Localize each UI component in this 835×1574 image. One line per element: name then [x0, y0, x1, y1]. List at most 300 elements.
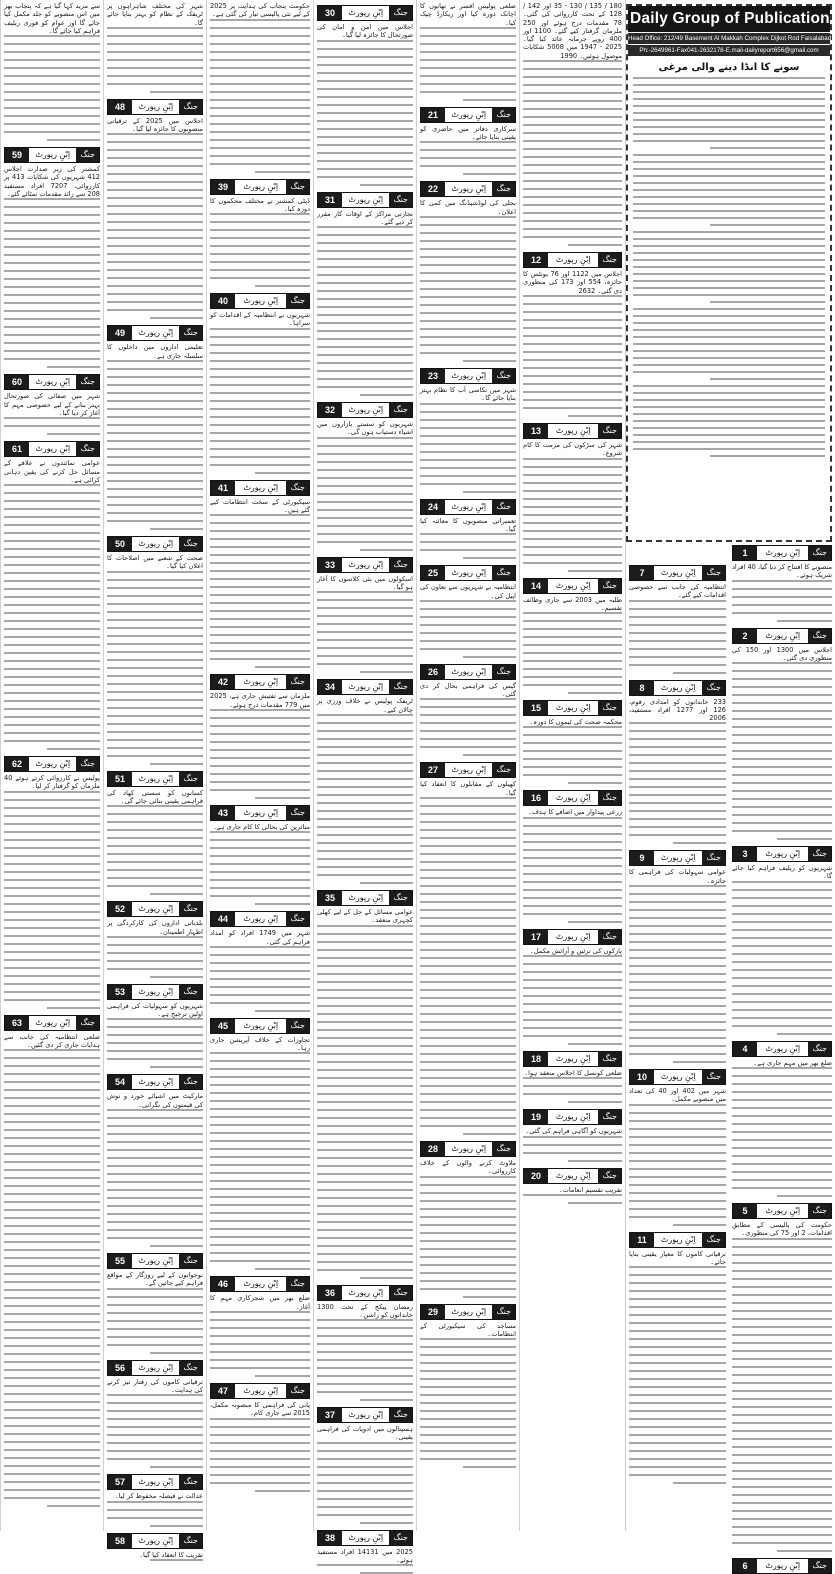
text-line: [633, 259, 825, 261]
text-line: [210, 895, 310, 897]
news-item: [107, 536, 203, 765]
text-line: [420, 1077, 516, 1079]
text-line: [629, 1282, 726, 1284]
item-number: 49: [108, 326, 132, 340]
text-line: [150, 976, 203, 978]
text-line: [420, 336, 516, 338]
text-line: [255, 1375, 310, 1377]
item-tag: جنگ: [389, 558, 412, 572]
item-text-lines: [210, 213, 310, 287]
text-line: [4, 959, 100, 961]
text-line: [107, 1109, 203, 1111]
text-line: [107, 571, 203, 573]
text-line: [523, 881, 622, 883]
item-tag: جنگ: [179, 772, 202, 786]
text-line: [4, 983, 100, 985]
item-label: اِبْنِ رپورٹ: [765, 849, 801, 859]
item-text-lines: [420, 27, 516, 101]
text-line: [710, 147, 825, 149]
item-label: اِبْنِ رپورٹ: [138, 1256, 174, 1266]
item-label: اِبْنِ رپورٹ: [243, 181, 279, 191]
text-line: [317, 1013, 413, 1015]
text-line: [317, 346, 413, 348]
text-line: [210, 163, 310, 165]
text-line: [107, 496, 203, 498]
item-label: اِبْنِ رپورٹ: [660, 1072, 696, 1082]
item-header: [107, 1360, 203, 1376]
text-line: [629, 810, 726, 812]
text-line: [420, 320, 516, 322]
text-line: [210, 448, 310, 450]
item-number: 8: [630, 681, 654, 695]
item-tag: جنگ: [179, 902, 202, 916]
text-line: [732, 604, 832, 606]
column-2: [103, 0, 206, 1559]
text-line: [150, 317, 203, 319]
text-line: [633, 238, 825, 240]
text-line: [420, 483, 516, 485]
text-line: [210, 123, 310, 125]
text-line: [107, 448, 203, 450]
item-tag: جنگ: [389, 1531, 412, 1545]
text-line: [4, 1153, 100, 1155]
news-item: [523, 929, 622, 1045]
item-text-lines: [523, 60, 622, 246]
text-line: [523, 124, 622, 126]
text-line: [420, 1442, 516, 1444]
text-line: [523, 188, 622, 190]
text-line: [317, 258, 413, 260]
text-line: [317, 973, 413, 975]
text-line: [568, 244, 622, 246]
news-item: [732, 1041, 832, 1197]
text-line: [107, 221, 203, 223]
text-line: [210, 522, 310, 524]
text-line: [420, 1216, 516, 1218]
text-line: [732, 1510, 832, 1512]
text-line: [629, 818, 726, 820]
item-text: بلدیاتی اداروں کی کارکردگی پر اظہار اطمینان۔: [107, 919, 203, 936]
text-line: [420, 467, 516, 469]
item-number: 47: [211, 1384, 235, 1398]
text-line: [4, 230, 100, 232]
text-line: [317, 722, 413, 724]
item-header: [317, 557, 413, 573]
text-line: [523, 905, 622, 907]
text-line: [4, 107, 100, 109]
text-line: [107, 1034, 203, 1036]
text-line: [732, 612, 832, 614]
text-line: [420, 1354, 516, 1356]
text-line: [210, 1172, 310, 1174]
news-item: [420, 565, 516, 658]
item-text-lines: [107, 805, 203, 895]
text-line: [4, 644, 100, 646]
text-line: [4, 115, 100, 117]
text-line: [107, 480, 203, 482]
item-header: [420, 181, 516, 197]
text-line: [107, 1058, 203, 1060]
item-label: اِبْنِ رپورٹ: [348, 1410, 384, 1420]
text-line: [732, 1422, 832, 1424]
text-line: [710, 224, 825, 226]
text-line: [4, 1097, 100, 1099]
item-number: 63: [5, 1016, 29, 1030]
text-line: [420, 909, 516, 911]
text-line: [633, 140, 825, 142]
text-line: [4, 310, 100, 312]
text-line: [629, 1346, 726, 1348]
text-line: [4, 580, 100, 582]
text-line: [317, 354, 413, 356]
text-line: [4, 660, 100, 662]
item-text-lines: [4, 35, 100, 141]
text-line: [107, 869, 203, 871]
text-line: [420, 797, 516, 799]
text-line: [107, 675, 203, 677]
text-line: [732, 1083, 832, 1085]
text-line: [732, 1366, 832, 1368]
text-line: [633, 448, 825, 450]
text-line: [4, 35, 100, 37]
item-header: [4, 374, 100, 390]
news-item: [523, 423, 622, 572]
text-line: [4, 1425, 100, 1427]
text-line: [360, 1522, 413, 1524]
text-line: [4, 911, 100, 913]
text-line: [523, 399, 622, 401]
text-line: [4, 334, 100, 336]
text-line: [4, 1049, 100, 1051]
item-header: [523, 929, 622, 945]
masthead-article-lines: [628, 77, 830, 457]
text-line: [523, 343, 622, 345]
text-line: [633, 231, 825, 233]
text-line: [107, 75, 203, 77]
item-number: 13: [524, 424, 548, 438]
text-line: [629, 794, 726, 796]
item-number: 29: [421, 1305, 445, 1319]
item-header: [4, 147, 100, 163]
text-line: [107, 1434, 203, 1436]
text-line: [210, 1466, 310, 1468]
text-line: [629, 1322, 726, 1324]
text-line: [732, 1542, 832, 1544]
text-line: [317, 541, 413, 543]
item-header: [107, 99, 203, 115]
text-line: [210, 360, 310, 362]
text-line: [523, 148, 622, 150]
text-line: [317, 461, 413, 463]
text-line: [523, 458, 622, 460]
text-line: [210, 67, 310, 69]
text-line: [4, 1345, 100, 1347]
text-line: [4, 1481, 100, 1483]
text-line: [629, 1354, 726, 1356]
text-line: [629, 738, 726, 740]
text-line: [317, 485, 413, 487]
text-line: [4, 508, 100, 510]
text-line: [673, 1482, 726, 1484]
item-text: نوجوانوں کے لیے روزگار کے مواقع فراہم کیے جائیں گے۔: [107, 1271, 203, 1288]
news-item: [4, 441, 100, 750]
text-line: [420, 1208, 516, 1210]
text-line: [523, 76, 622, 78]
text-line: [420, 216, 516, 218]
text-line: [732, 1414, 832, 1416]
text-line: [568, 570, 622, 572]
text-line: [629, 1045, 726, 1047]
text-line: [107, 747, 203, 749]
item-tag: جنگ: [179, 537, 202, 551]
text-line: [629, 730, 726, 732]
news-item: [420, 107, 516, 176]
item-label: اِبْنِ رپورٹ: [138, 1535, 174, 1545]
text-line: [210, 1060, 310, 1062]
text-line: [107, 952, 203, 954]
text-line: [47, 433, 100, 435]
text-line: [732, 1254, 832, 1256]
text-line: [732, 1115, 832, 1117]
text-line: [107, 368, 203, 370]
text-line: [420, 893, 516, 895]
text-line: [629, 1458, 726, 1460]
news-item: [629, 850, 726, 1063]
text-line: [420, 549, 516, 551]
item-text-lines: [317, 1442, 413, 1524]
text-line: [420, 35, 516, 37]
text-line: [317, 965, 413, 967]
text-line: [629, 1386, 726, 1388]
text-line: [732, 790, 832, 792]
text-line: [107, 1050, 203, 1052]
item-text-lines: [210, 514, 310, 668]
item-tag: جنگ: [179, 326, 202, 340]
item-text: شہریوں کو ریلیف فراہم کیا جائے گا۔: [732, 864, 832, 881]
text-line: [523, 327, 622, 329]
text-line: [633, 112, 825, 114]
text-line: [710, 455, 825, 457]
text-line: [210, 1100, 310, 1102]
news-item: [317, 557, 413, 674]
text-line: [4, 254, 100, 256]
text-line: [4, 1081, 100, 1083]
text-line: [420, 1085, 516, 1087]
item-text: ٹریفک پولیس نے خلاف ورزی پر چالان کیے۔: [317, 697, 413, 714]
text-line: [107, 1336, 203, 1338]
text-line: [732, 1350, 832, 1352]
text-line: [633, 175, 825, 177]
item-text-lines: [210, 946, 310, 1012]
text-line: [732, 1518, 832, 1520]
text-line: [4, 278, 100, 280]
text-line: [732, 1286, 832, 1288]
text-line: [732, 814, 832, 816]
text-line: [629, 746, 726, 748]
item-header: [317, 679, 413, 695]
text-line: [107, 960, 203, 962]
text-line: [317, 1335, 413, 1337]
news-item: [420, 499, 516, 560]
text-line: [317, 1077, 413, 1079]
text-line: [523, 1152, 622, 1154]
masthead-office: Head Office: 212/49 Basement Al Makkah Complex Dijkot Rod Faisalabad: [628, 32, 830, 44]
text-line: [107, 1509, 203, 1511]
text-line: [107, 1394, 203, 1396]
text-line: [107, 837, 203, 839]
item-header: [732, 1558, 832, 1574]
item-text-lines: [210, 328, 310, 474]
text-line: [317, 176, 413, 178]
text-line: [523, 913, 622, 915]
item-text: ملزمان سے تفتیش جاری ہے، 2025 میں 779 مقدمات درج ہوئے۔: [210, 692, 310, 709]
item-text-lines: [629, 600, 726, 674]
item-text: ضلع بھر میں شجرکاری مہم کا آغاز۔: [210, 1294, 310, 1311]
text-line: [629, 1037, 726, 1039]
text-line: [629, 608, 726, 610]
text-line: [107, 520, 203, 522]
item-tag: جنگ: [389, 891, 412, 905]
text-line: [210, 1351, 310, 1353]
text-line: [420, 475, 516, 477]
text-line: [107, 392, 203, 394]
text-line: [107, 691, 203, 693]
item-number: 40: [211, 294, 235, 308]
text-line: [210, 107, 310, 109]
text-line: [420, 1037, 516, 1039]
item-tag: جنگ: [76, 148, 99, 162]
item-text: شہر کی سڑکوں کی مرمت کا کام شروع۔: [523, 440, 622, 458]
item-label: اِبْنِ رپورٹ: [138, 101, 174, 111]
text-line: [107, 269, 203, 271]
text-line: [210, 1220, 310, 1222]
text-line: [420, 344, 516, 346]
item-number: 22: [421, 182, 445, 196]
item-label: اِبْنِ رپورٹ: [555, 580, 591, 590]
text-line: [317, 1458, 413, 1460]
text-line: [4, 652, 100, 654]
text-line: [732, 1494, 832, 1496]
text-line: [629, 1266, 726, 1268]
text-line: [463, 491, 516, 493]
text-line: [317, 1053, 413, 1055]
text-line: [4, 556, 100, 558]
news-item: [107, 99, 203, 320]
item-header: [210, 1018, 310, 1034]
item-number: 28: [421, 1142, 445, 1156]
text-line: [210, 831, 310, 833]
text-line: [4, 991, 100, 993]
text-line: [629, 1370, 726, 1372]
text-line: [4, 596, 100, 598]
item-header: [629, 1069, 726, 1085]
text-line: [633, 371, 825, 373]
text-line: [732, 1318, 832, 1320]
text-line: [317, 925, 413, 927]
text-line: [317, 1101, 413, 1103]
text-line: [107, 1173, 203, 1175]
text-line: [210, 1335, 310, 1337]
text-line: [4, 823, 100, 825]
text-line: [317, 762, 413, 764]
text-line: [317, 639, 413, 641]
text-line: [317, 477, 413, 479]
item-text: مارکیٹ میں اشیائے خورد و نوش کی قیمتوں کی نگرانی۔: [107, 1092, 203, 1109]
news-item: [107, 771, 203, 896]
text-line: [210, 253, 310, 255]
item-text-lines: [4, 198, 100, 368]
item-number: 19: [524, 1110, 548, 1124]
text-line: [420, 941, 516, 943]
item-tag: جنگ: [808, 546, 831, 560]
item-text: ترقیاتی کاموں کا معیار یقینی بنایا جائے۔: [629, 1249, 726, 1266]
text-line: [317, 1343, 413, 1345]
text-line: [568, 921, 622, 923]
text-line: [420, 165, 516, 167]
text-line: [629, 1442, 726, 1444]
item-label: اِبْنِ رپورٹ: [555, 1054, 591, 1064]
news-item: [107, 1360, 203, 1469]
text-line: [107, 1181, 203, 1183]
text-line: [633, 343, 825, 345]
text-line: [4, 342, 100, 344]
text-line: [210, 789, 310, 791]
text-line: [463, 1466, 516, 1468]
item-number: 7: [630, 566, 654, 580]
text-line: [317, 794, 413, 796]
text-line: [4, 214, 100, 216]
item-number: 18: [524, 1052, 548, 1066]
item-text-lines: [523, 1194, 622, 1204]
text-line: [210, 1002, 310, 1004]
text-line: [732, 1163, 832, 1165]
news-item: [107, 1074, 203, 1247]
item-tag: جنگ: [179, 1475, 202, 1489]
text-line: [523, 684, 622, 686]
text-line: [523, 180, 622, 182]
text-line: [255, 666, 310, 668]
text-line: [633, 119, 825, 121]
text-line: [107, 173, 203, 175]
text-line: [317, 949, 413, 951]
text-line: [107, 1442, 203, 1444]
item-text-lines: [107, 360, 203, 530]
text-line: [633, 161, 825, 163]
text-line: [633, 196, 825, 198]
item-text-lines: [317, 714, 413, 884]
column-1: [0, 0, 103, 1531]
text-line: [420, 845, 516, 847]
text-line: [420, 141, 516, 143]
text-line: [420, 981, 516, 983]
item-tag: جنگ: [179, 985, 202, 999]
text-line: [4, 1193, 100, 1195]
text-line: [420, 1093, 516, 1095]
item-label: اِبْنِ رپورٹ: [35, 444, 71, 454]
item-header: [107, 901, 203, 917]
item-text-lines: [210, 1311, 310, 1377]
item-tag: جنگ: [286, 180, 309, 194]
item-text: منصوبے کا افتتاح کر دیا گیا، 40 افراد شریک ہوئے۔: [731, 563, 832, 580]
text-line: [47, 1007, 100, 1009]
item-label: اِبْنِ رپورٹ: [138, 1077, 174, 1087]
item-text-lines: [317, 591, 413, 673]
text-line: [4, 1265, 100, 1267]
text-line: [633, 77, 825, 79]
item-text-lines: [523, 458, 622, 572]
text-line: [420, 403, 516, 405]
text-line: [210, 440, 310, 442]
